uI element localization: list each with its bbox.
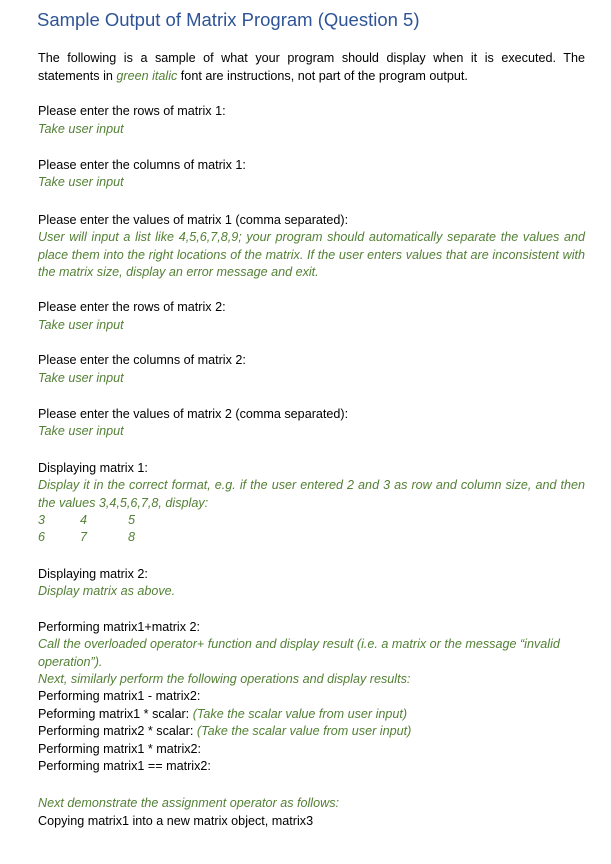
scalar1-label: Peforming matrix1 * scalar: bbox=[38, 707, 193, 721]
display-matrix2-instruction: Display matrix as above. bbox=[38, 584, 176, 598]
add-matrices-instruction: Call the overloaded operator+ function and display result (i.e. a matrix or the message “invalid operation”). bbox=[38, 637, 560, 669]
display-matrix2-prompt: Displaying matrix 2: bbox=[38, 567, 148, 581]
scalar2-label: Performing matrix2 * scalar: bbox=[38, 724, 197, 738]
matrix-cell: 7 bbox=[80, 530, 88, 544]
rows-matrix1-instruction: Take user input bbox=[38, 122, 124, 136]
next-operations-instruction: Next, similarly perform the following operations and display results: bbox=[38, 672, 411, 686]
scalar2-operation bbox=[38, 723, 411, 741]
scalar1-note: (Take the scalar value from user input) bbox=[192, 707, 408, 721]
cols-matrix2-prompt: Please enter the columns of matrix 2: bbox=[38, 353, 246, 367]
rows-matrix2-prompt: Please enter the rows of matrix 2: bbox=[38, 300, 226, 314]
cols-matrix1-prompt: Please enter the columns of matrix 1: bbox=[38, 158, 246, 172]
rows-matrix2-instruction: Take user input bbox=[38, 318, 124, 332]
page-title: Sample Output of Matrix Program (Question 5) bbox=[37, 9, 420, 30]
values-matrix2-instruction: Take user input bbox=[38, 424, 124, 438]
display-matrix1-prompt: Displaying matrix 1: bbox=[38, 461, 148, 475]
intro-green-italic: green italic bbox=[116, 68, 178, 83]
copy-matrix-prompt: Copying matrix1 into a new matrix object, matrix3 bbox=[38, 814, 314, 828]
rows-matrix1-prompt: Please enter the rows of matrix 1: bbox=[38, 104, 226, 118]
scalar2-note: (Take the scalar value from user input) bbox=[196, 724, 412, 738]
matrix-cell: 3 bbox=[38, 513, 46, 527]
scalar1-operation bbox=[38, 706, 407, 724]
values-matrix1-prompt: Please enter the values of matrix 1 (comma separated): bbox=[38, 213, 349, 227]
equality-operation: Performing matrix1 == matrix2: bbox=[38, 759, 211, 773]
display-matrix1-instruction: Display it in the correct format, e.g. if the user entered 2 and 3 as row and column size, and then the values 3,4,5,6,7,8, display: bbox=[38, 478, 585, 510]
matrix-cell: 5 bbox=[128, 513, 136, 527]
values-matrix2-prompt: Please enter the values of matrix 2 (comma separated): bbox=[38, 407, 349, 421]
assignment-instruction: Next demonstrate the assignment operator as follows: bbox=[38, 796, 340, 810]
add-matrices-prompt: Performing matrix1+matrix 2: bbox=[38, 620, 201, 634]
intro-text-2: font are instructions, not part of the program output. bbox=[177, 68, 468, 83]
multiply-operation: Performing matrix1 * matrix2: bbox=[38, 742, 202, 756]
values-matrix1-instruction: User will input a list like 4,5,6,7,8,9; your program should automatically separate the values and place them into the right locations of the matrix. If the user enters values that are inconsistent with the matrix size, display an error message and exit. bbox=[38, 230, 585, 279]
intro-text-1: The following is a sample of what your program should display when it is executed. The statements in bbox=[38, 51, 585, 83]
cols-matrix2-instruction: Take user input bbox=[38, 371, 124, 385]
cols-matrix1-instruction: Take user input bbox=[38, 175, 124, 189]
matrix-cell: 6 bbox=[38, 530, 46, 544]
matrix-cell: 4 bbox=[80, 513, 88, 527]
subtract-operation: Performing matrix1 - matrix2: bbox=[38, 689, 201, 703]
intro-paragraph bbox=[38, 50, 585, 85]
matrix-cell: 8 bbox=[128, 530, 136, 544]
